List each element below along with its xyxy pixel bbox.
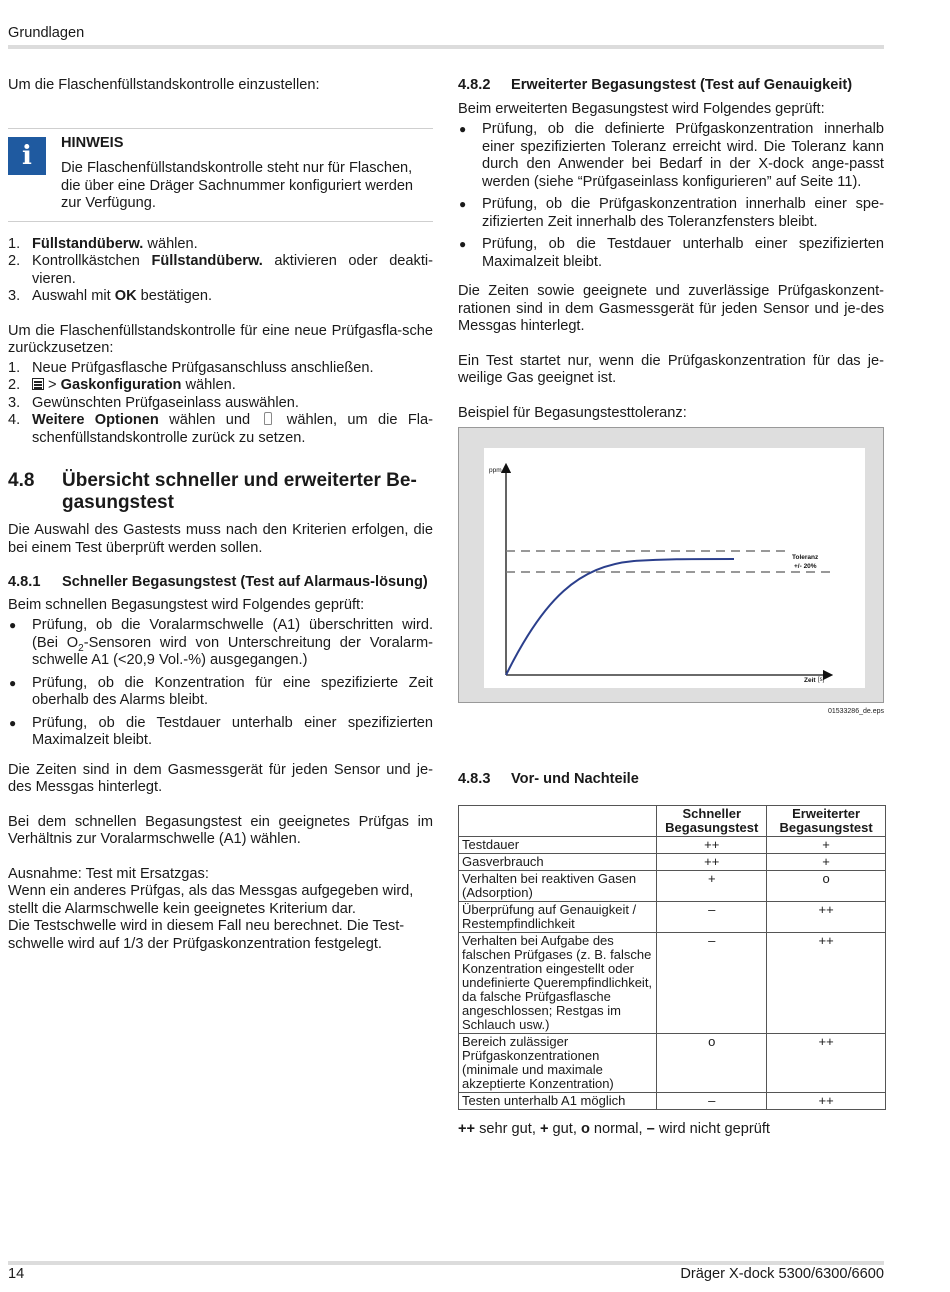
tolerance-example-label: Beispiel für Begasungstesttoleranz:: [458, 404, 687, 421]
list-item: ● Prüfung, ob die Testdauer unterhalb einer spezifizierten Maximalzeit bleibt.: [9, 714, 433, 748]
list-item: ● Prüfung, ob die definierte Prüfgaskonzentration innerhalb einer spezifizierten Toleranz erreicht wird. Die Toleranz kann durch den Anwender bei Bedarf in der X-dock ange-passt werden (siehe “Prüfgaseinlass konfigurieren” auf Seite 11).: [459, 121, 884, 190]
table-row: Testen unterhalb A1 möglich – ++: [459, 1092, 886, 1109]
right-column: [458, 77, 884, 1138]
reset-steps: [8, 360, 433, 448]
left-column: [8, 77, 433, 953]
hinweis-text: Die Flaschenfüllstandskontrolle steht nur für Flaschen, die über eine Dräger Sachnummer konfiguriert werden zur Verfügung.: [61, 160, 414, 211]
list-item: ● Prüfung, ob die Konzentration für eine spezifizierte Zeit oberhalb des Alarms bleibt.: [9, 674, 433, 708]
hinweis-title: HINWEIS: [61, 134, 124, 151]
fast-test-times: Die Zeiten sind in dem Gasmessgerät für jeden Sensor und je-des Messgas hinterlegt.: [8, 761, 433, 795]
substitute-gas-note: Ausnahme: Test mit Ersatzgas: Wenn ein anderes Prüfgas, als das Messgas aufgegeben wird, stellt die Alarmschwelle kein geeignetes Kriterium dar. Die Testschwelle wird in diesem Fall neu berechnet. Die Test-schwelle wird auf 1/3 der Prüfgaskonzentration festgelegt.: [8, 865, 414, 952]
bottle-level-intro: Um die Flaschenfüllstandskontrolle einzustellen:: [8, 77, 320, 93]
table-row: Verhalten bei Aufgabe des falschen Prüfgases (z. B. falsche Konzentration eingestellt oder undefinierte Querempfindlichkeit, da falsche Prüfgasflasche angeschlossen; Restgas im Schlauch usw.) – ++: [459, 932, 886, 1033]
x-axis-unit: [s]: [818, 677, 825, 683]
y-axis-label: ppm: [489, 467, 502, 474]
concentration-curve: [506, 559, 734, 675]
list-item: 4. Weitere Optionen wählen und wählen, um die Fla-schenfüllstandskontrolle zurück zu setzen.: [8, 412, 433, 446]
list-item: ● Prüfung, ob die Voralarmschwelle (A1) überschritten wird. (Bei $O_2$-Sensoren wird von Unterschreitung der Voralarm-schwelle A1 (<20,9 Vol.-%) ausgegangen.): [9, 617, 434, 668]
list-item: ● Prüfung, ob die Testdauer unterhalb einer spezifizierten Maximalzeit bleibt.: [459, 236, 884, 270]
menu-icon: [32, 378, 44, 390]
section-heading-4-8: 4.8 Übersicht schneller und erweiterter Be-gasungstest: [8, 470, 417, 513]
list-item: ● Prüfung, ob die Prüfgaskonzentration innerhalb einer spe-zifizierten Zeit innerhalb des Toleranzfensters bleibt.: [459, 196, 884, 230]
comparison-table: [458, 805, 886, 1110]
table-row: Testdauer ++ +: [459, 836, 886, 853]
extended-test-times: Die Zeiten sowie geeignete und zuverlässige Prüfgaskonzent-rationen sind in dem Gasmessgerät für jeden Sensor und je-des Messgas hinterlegt.: [458, 283, 884, 334]
list-item: 2. Kontrollkästchen Füllstandüberw. aktivieren oder deakti-vieren.: [8, 253, 433, 287]
info-icon: i: [8, 137, 46, 175]
table-header-row: [459, 805, 886, 836]
figure-caption: 01533286_de.eps: [827, 708, 884, 715]
tolerance-value: +/- 20%: [794, 563, 817, 570]
page-header-title: Grundlagen: [8, 25, 85, 41]
subsection-heading-4-8-3: 4.8.3 Vor- und Nachteile: [458, 771, 639, 787]
subsection-heading-4-8-1: 4.8.1 Schneller Begasungstest (Test auf Alarmaus-lösung): [8, 574, 428, 590]
column-header-extended: Erweiterter Begasungstest: [767, 805, 886, 836]
gas-bottle-icon: [264, 412, 272, 425]
list-item: 1. Füllstandüberw. wählen.: [8, 235, 198, 252]
subsection-heading-4-8-2: 4.8.2 Erweiterter Begasungstest (Test auf Genauigkeit): [458, 77, 853, 93]
list-item: 1. Neue Prüfgasflasche Prüfgasanschluss anschließen.: [8, 359, 374, 376]
table-row: Überprüfung auf Genauigkeit / Restempfindlichkeit – ++: [459, 901, 886, 932]
header-rule: [8, 45, 884, 49]
fast-test-gas: Bei dem schnellen Begasungstest ein geeignetes Prüfgas im Verhältnis zur Voralarmschwelle (A1) wählen.: [8, 813, 433, 847]
bottle-level-steps: [8, 236, 433, 306]
tolerance-label: Toleranz: [792, 554, 819, 561]
list-item: 3. Gewünschten Prüfgaseinlass auswählen.: [8, 394, 299, 411]
extended-test-start: Ein Test startet nur, wenn die Prüfgaskonzentration für das je-weilige Gas geeignet ist.: [458, 352, 884, 386]
reset-intro: Um die Flaschenfüllstandskontrolle für eine neue Prüfgasfla-sche zurückzusetzen:: [8, 322, 433, 356]
hinweis-notice: [8, 128, 433, 222]
tolerance-curve-svg: [484, 448, 865, 688]
table-row: Bereich zulässiger Prüfgaskonzentrationen (minimale und maximale akzeptierte Konzentration) o ++: [459, 1033, 886, 1092]
section-4-8-text: Die Auswahl des Gastests muss nach den Kriterien erfolgen, die bei einem Test überprüft werden sollen.: [8, 522, 433, 556]
tolerance-figure: [458, 427, 884, 703]
table-row: Verhalten bei reaktiven Gasen (Adsorption) + o: [459, 870, 886, 901]
list-item: 3. Auswahl mit OK bestätigen.: [8, 288, 213, 304]
fast-test-checks: [8, 617, 433, 750]
column-header-fast: Schneller Begasungstest: [657, 805, 767, 836]
extended-test-intro: Beim erweiterten Begasungstest wird Folgendes geprüft:: [458, 100, 825, 117]
footer-rule: [8, 1261, 884, 1265]
list-item: 2. > Gaskonfiguration wählen.: [8, 377, 236, 393]
x-axis-label: Zeit: [804, 677, 816, 684]
product-name: Dräger X-dock 5300/6300/6600: [680, 1266, 884, 1282]
page-number: 14: [8, 1266, 25, 1282]
fast-test-intro: Beim schnellen Begasungstest wird Folgendes geprüft:: [8, 596, 365, 613]
table-row: Gasverbrauch ++ +: [459, 853, 886, 870]
extended-test-checks: [458, 121, 884, 271]
rating-legend: ++ sehr gut, + gut, o normal, – wird nicht geprüft: [458, 1120, 770, 1137]
